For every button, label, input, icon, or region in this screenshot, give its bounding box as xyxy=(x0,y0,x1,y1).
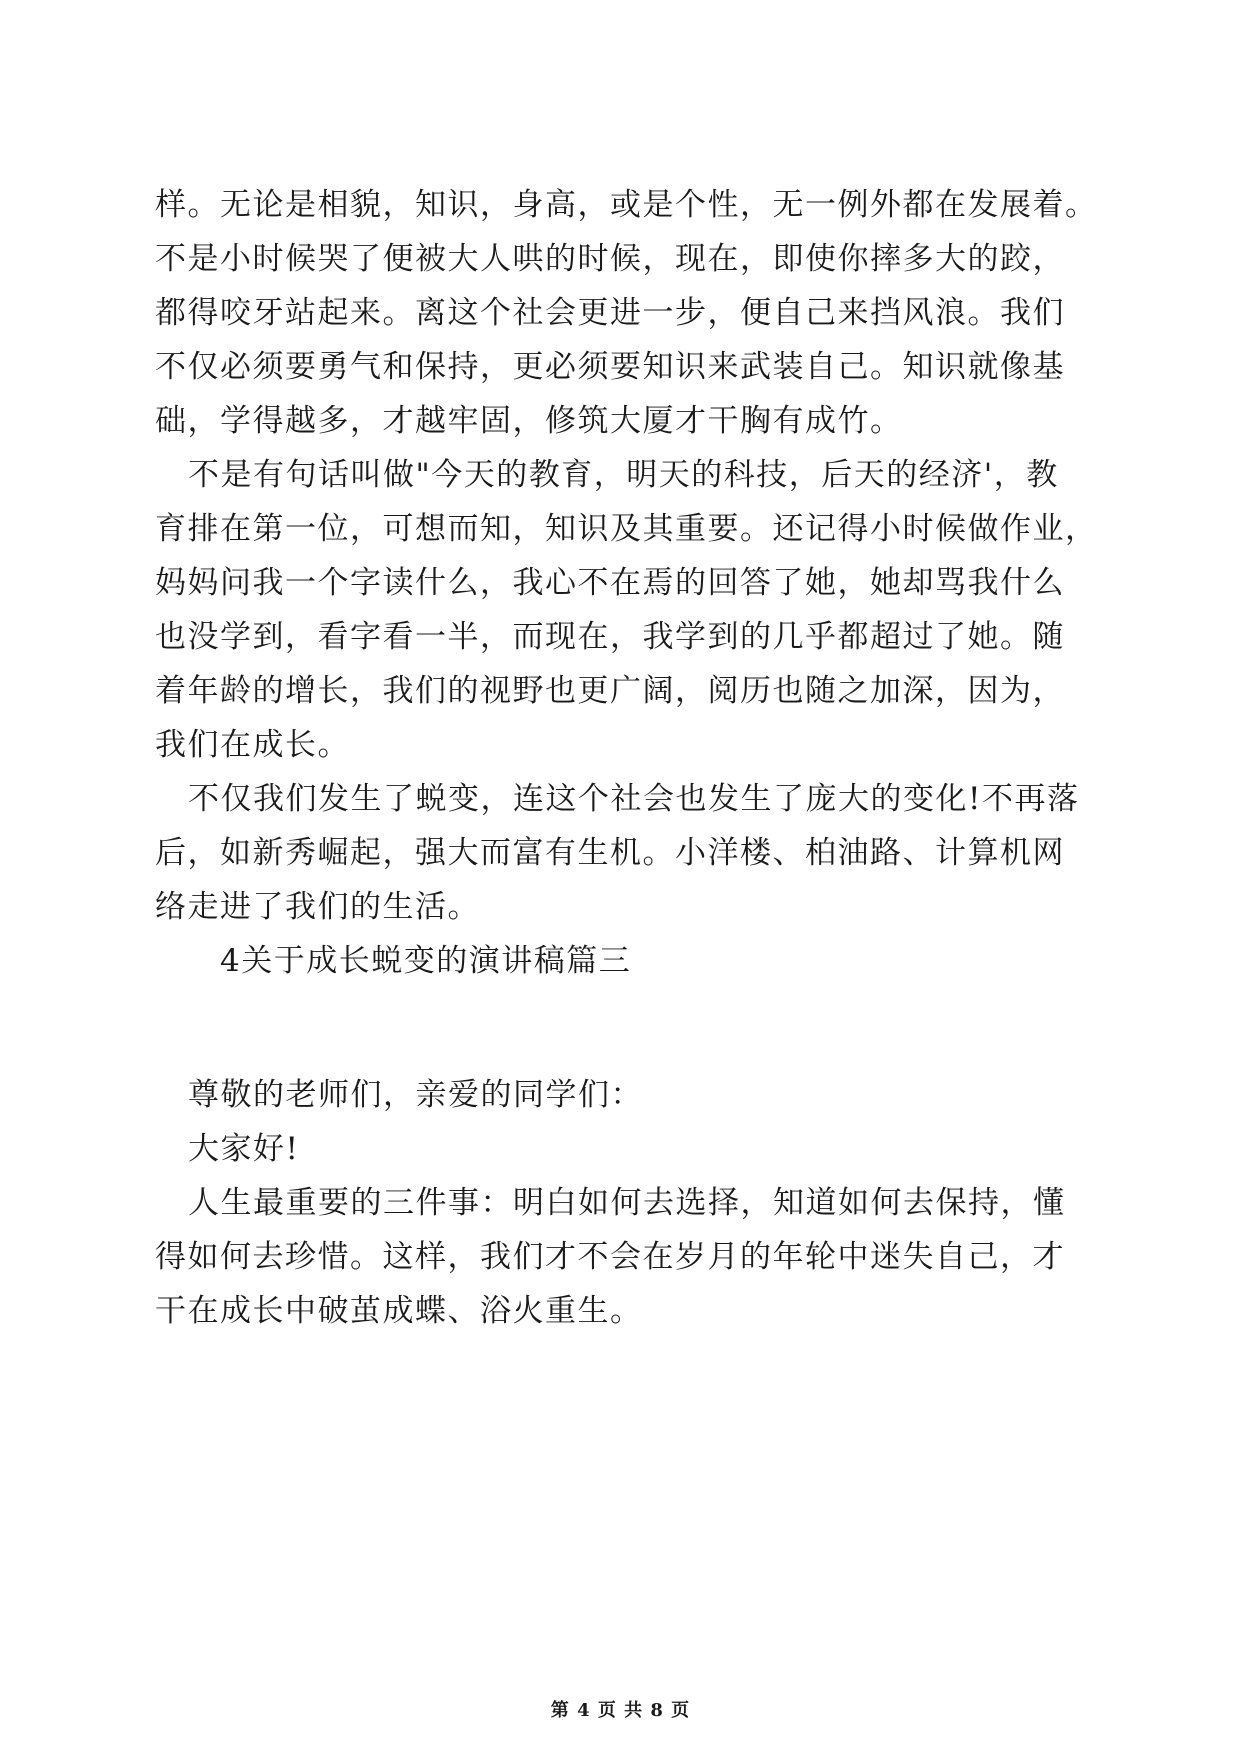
salutation: 尊敬的老师们，亲爱的同学们： xyxy=(188,1077,643,1113)
text-line: 育排在第一位，可想而知，知识及其重要。还记得小时候做作业， xyxy=(155,511,1098,547)
paragraph-2 xyxy=(155,448,1098,772)
text-line: 不是有句话叫做"今天的教育，明天的科技，后天的经济'，教 xyxy=(188,457,1059,493)
greeting: 大家好! xyxy=(188,1131,300,1167)
document-body xyxy=(155,178,1098,1338)
text-line: 不仅必须要勇气和保持，更必须要知识来武装自己。知识就像基 xyxy=(155,349,1065,385)
paragraph-1 xyxy=(155,178,1098,448)
text-line: 都得咬牙站起来。离这个社会更进一步，便自己来挡风浪。我们 xyxy=(155,295,1065,331)
text-line: 础，学得越多，才越牢固，修筑大厦才干胸有成竹。 xyxy=(155,403,903,439)
text-line: 不仅我们发生了蜕变，连这个社会也发生了庞大的变化!不再落 xyxy=(188,781,1080,817)
text-line: 络走进了我们的生活。 xyxy=(155,889,480,925)
paragraph-3 xyxy=(155,772,1095,934)
spacer xyxy=(155,988,1095,1068)
text-line: 不是小时候哭了便被大人哄的时候，现在，即使你摔多大的跤， xyxy=(155,241,1065,277)
page-number-footer: 第 4 页 共 8 页 xyxy=(550,1700,691,1721)
text-line: 样。无论是相貌，知识，身高，或是个性，无一例外都在发展着。 xyxy=(155,187,1098,223)
text-line: 着年龄的增长，我们的视野也更广阔，阅历也随之加深，因为， xyxy=(155,673,1065,709)
paragraph-4 xyxy=(155,1176,1095,1338)
text-line: 也没学到，看字看一半，而现在，我学到的几乎都超过了她。随 xyxy=(155,619,1065,655)
text-line: 干在成长中破茧成蝶、浴火重生。 xyxy=(155,1293,643,1329)
text-line: 妈妈问我一个字读什么，我心不在焉的回答了她，她却骂我什么 xyxy=(155,565,1065,601)
text-line: 我们在成长。 xyxy=(155,727,350,763)
text-line: 后，如新秀崛起，强大而富有生机。小洋楼、柏油路、计算机网 xyxy=(155,835,1065,871)
text-line: 人生最重要的三件事：明白如何去选择，知道如何去保持，懂 xyxy=(188,1185,1066,1221)
text-line: 得如何去珍惜。这样，我们才不会在岁月的年轮中迷失自己，才 xyxy=(155,1239,1065,1275)
section-heading: 4关于成长蜕变的演讲稿篇三 xyxy=(220,943,632,979)
